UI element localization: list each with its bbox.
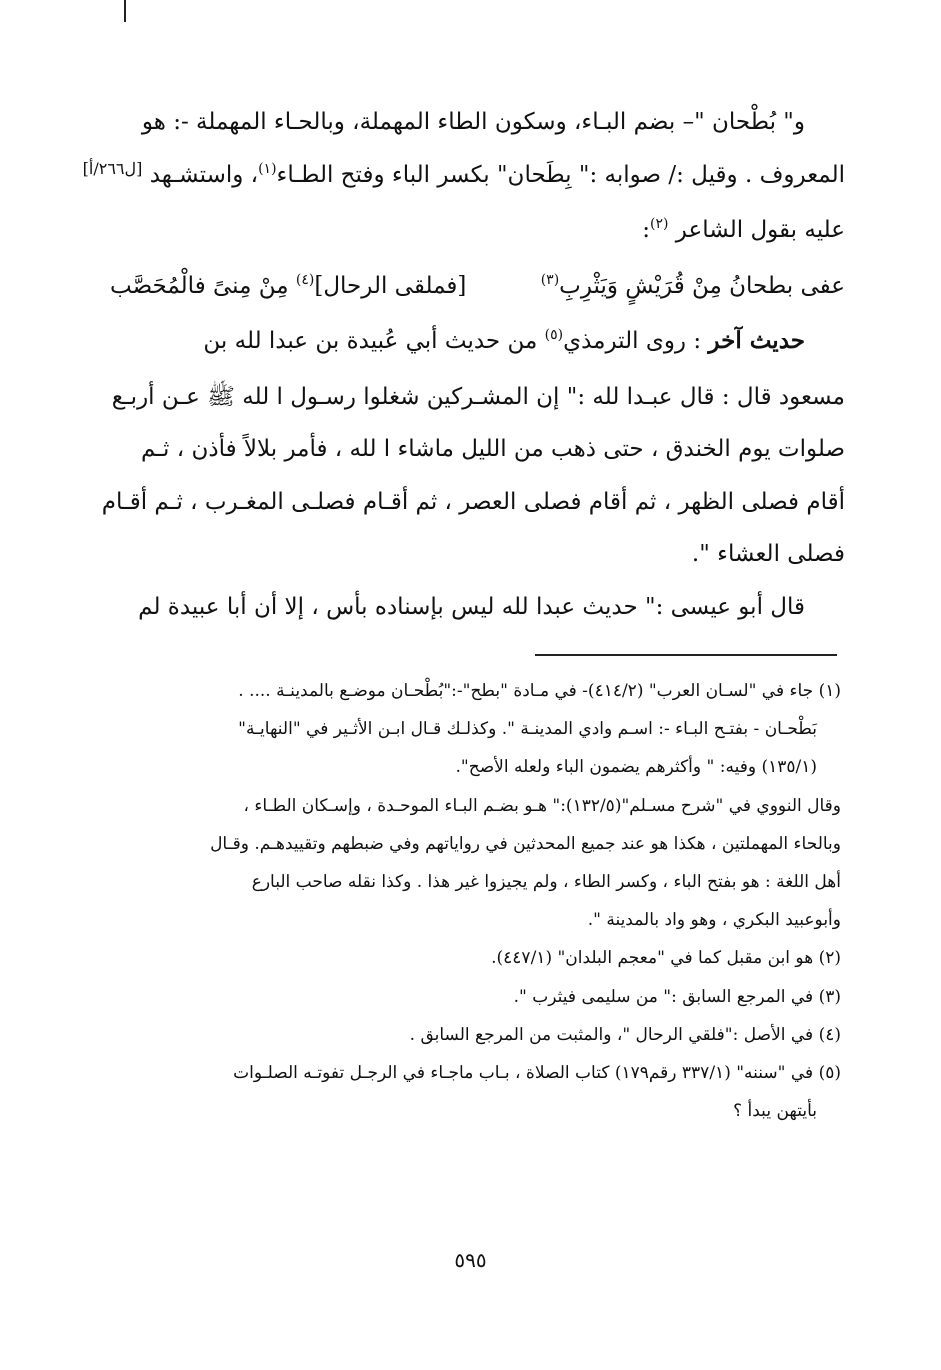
footnote-line-3: (١٣٥/١) وفيه: " وأكثرهم يضمون الباء ولعله الأصح". xyxy=(455,757,817,778)
footnote-line-7: وأبوعبيد البكري ، وهو واد بالمدينة ". xyxy=(587,910,841,931)
text-line-1: و" بُطْحان "– بضم البـاء، وسكون الطاء المهملة، وبالحـاء المهملة -: هو xyxy=(141,109,805,135)
footnotes xyxy=(104,672,841,1130)
poem-hemistich-left xyxy=(110,260,466,316)
text-line-3-part-1: عليه بقول الشاعر xyxy=(675,217,845,243)
text-line-2-part-1: المعروف . وقيل :/ صوابه :" بِطَحان" بكسر الباء وفتح الطـاء xyxy=(276,161,845,188)
text-line-2-part-2: ، واستشـهد xyxy=(149,161,259,188)
footnote-line-11: (٥) في "سننه" (٣٣٧/١ رقم١٧٩) كتاب الصلاة ، بـاب ماجـاء في الرجـل تفوتـه الصلـوات xyxy=(233,1063,841,1084)
hemistich-right-text: عفى بطحانُ مِنْ قُرَيْشٍ وَيَثْرِبِ xyxy=(559,272,845,299)
page-number: ٥٩٥ xyxy=(454,1248,487,1272)
footnote-marker-5: (٥) xyxy=(544,327,564,343)
hadith-line-2: مسعود قال : قال عبـدا لله :" إن المشـركين شغلوا رسـول ا لله ﷺ عـن أربـع xyxy=(111,383,845,410)
footnote-line-10: (٤) في الأصل :"فلقي الرحال "، والمثبت من المرجع السابق . xyxy=(409,1024,841,1045)
text-line-3 xyxy=(110,204,845,260)
footnote-marker-3: (٣) xyxy=(540,271,560,288)
hadith-line-3: صلوات يوم الخندق ، حتى ذهب من الليل ماشاء ا لله ، فأمر بلالاً فأذن ، ثـم xyxy=(140,436,845,462)
poem-verse xyxy=(110,260,845,316)
hemistich-left-rest: مِنْ مِنىً فالْمُحَصَّب xyxy=(110,272,296,299)
text-line-2 xyxy=(82,149,845,205)
footnote-marker-4: (٤) xyxy=(295,271,315,288)
footnote-marker-1: (١) xyxy=(258,160,277,177)
footnote-line-2: بَطْحـان - بفتـح البـاء -: اسـم وادي المدينـة ". وكذلـك قـال ابـن الأثـير في "النهايـة" xyxy=(238,719,817,740)
hadith-heading: حديث آخر xyxy=(708,327,805,354)
footnote-line-12: بأيتهن يبدأ ؟ xyxy=(733,1101,817,1122)
footnote-line-8: (٢) هو ابن مقبل كما في "معجم البلدان" (٤٤٧/١). xyxy=(491,948,841,969)
footnote-line-5: وبالحاء المهملتين ، هكذا هو عند جميع المحدثين في رواياتهم وفي ضبطهم وتقييدهـم. وقـال xyxy=(210,833,841,854)
hadith-line-5: فصلى العشاء ". xyxy=(691,541,845,567)
hadith-line-1 xyxy=(110,315,845,371)
hadith-line-6: قال أبو عيسى :" حديث عبدا لله ليس بإسناده بأس ، إلا أن أبا عبيدة لم xyxy=(138,593,805,620)
scan-mark xyxy=(124,0,126,22)
text-line-3-part-2: : xyxy=(642,217,651,243)
footnote-line-4: وقال النووي في "شرح مسـلم"(١٣٢/٥):" هـو بضـم البـاء الموحـدة ، وإسـكان الطـاء ، xyxy=(243,795,841,816)
footnote-line-6: أهل اللغة : هو بفتح الباء ، وكسر الطاء ، ولم يجيزوا غير هذا . وكذا نقله صاحب البارع xyxy=(251,872,841,893)
hadith-line-1-part-1: : روى الترمذي xyxy=(563,328,709,354)
hadith-line-1-part-2: من حديث أبي عُبيدة بن عبدا لله بن xyxy=(203,328,545,354)
poem-hemistich-right xyxy=(541,260,845,316)
footnote-line-1: (١) جاء في "لسـان العرب" (٤١٤/٢)- في مـادة "بطح"-:"بُطْحـان موضـع بالمدينـة .... . xyxy=(238,681,841,701)
footnote-line-9: (٣) في المرجع السابق :" من سليمى فيثرب ". xyxy=(513,986,841,1007)
hemistich-left-text: [فملقى الرحال] xyxy=(314,272,467,299)
hadith-line-4: أقام فصلى الظهر ، ثم أقام فصلى العصر ، ثم أقـام فصلـى المغـرب ، ثـم أقـام xyxy=(101,488,845,515)
footnote-marker-2: (٢) xyxy=(650,216,669,232)
main-text xyxy=(82,96,845,633)
footnote-divider xyxy=(535,654,837,656)
folio-reference: [ل٢٦٦/أ] xyxy=(82,158,143,178)
